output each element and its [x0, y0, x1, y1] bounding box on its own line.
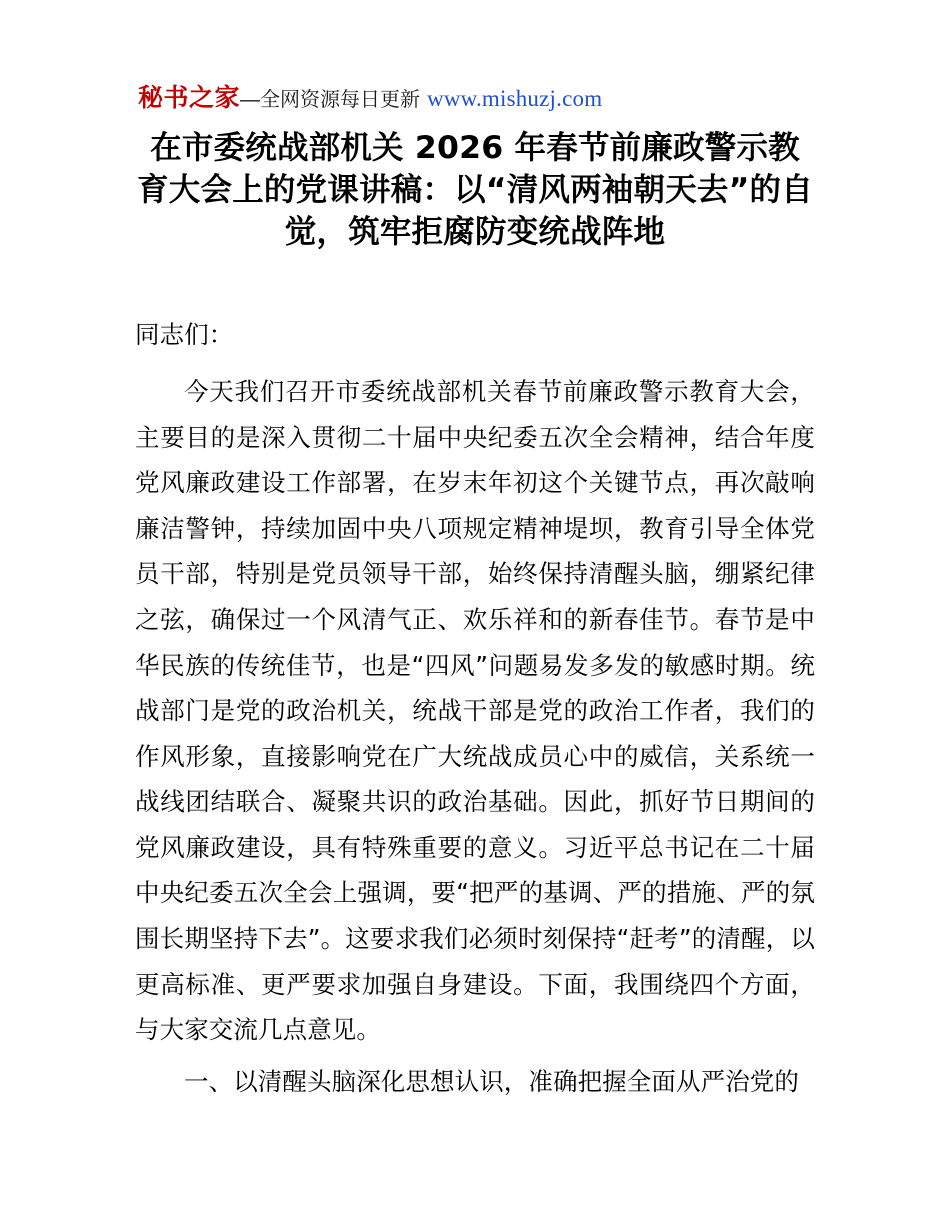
document-title: 在市委统战部机关 2026 年春节前廉政警示教育大会上的党课讲稿：以“清风两袖朝天去”的自觉，筑牢拒腐防变统战阵地 [137, 130, 813, 250]
watermark-separator: — [240, 89, 261, 111]
watermark-brand: 秘书之家 [138, 83, 241, 112]
paragraph-1: 今天我们召开市委统战部机关春节前廉政警示教育大会，主要目的是深入贯彻二十届中央纪委五次全会精神，结合年度党风廉政建设工作部署，在岁末年初这个关键节点，再次敲响廉洁警钟，持续加固中央八项规定精神堤坝，教育引导全体党员干部，特别是党员领导干部，始终保持清醒头脑，绷紧纪律之弦，确保过一个风清气正、欢乐祥和的新春佳节。春节是中华民族的传统佳节，也是“四风”问题易发多发的敏感时期。统战部门是党的政治机关，统战干部是党的政治工作者，我们的作风形象，直接影响党在广大统战成员心中的威信，关系统一战线团结联合、凝聚共识的政治基础。因此，抓好节日期间的党风廉政建设，具有特殊重要的意义。习近平总书记在二十届中央纪委五次全会上强调，要“把严的基调、严的措施、严的氛围长期坚持下去”。这要求我们必须时刻保持“赶考”的清醒，以更高标准、更严要求加强自身建设。下面，我围绕四个方面，与大家交流几点意见。 [135, 377, 815, 1045]
document-body [135, 312, 815, 1105]
salutation: 同志们： [135, 319, 234, 349]
watermark-tagline: 全网资源每日更新 [260, 89, 421, 111]
watermark-url[interactable]: www.mishuzj.com [427, 86, 603, 111]
site-watermark [138, 78, 815, 114]
section-heading-1: 一、以清醒头脑深化思想认识，准确把握全面从严治党的 [184, 1066, 799, 1096]
